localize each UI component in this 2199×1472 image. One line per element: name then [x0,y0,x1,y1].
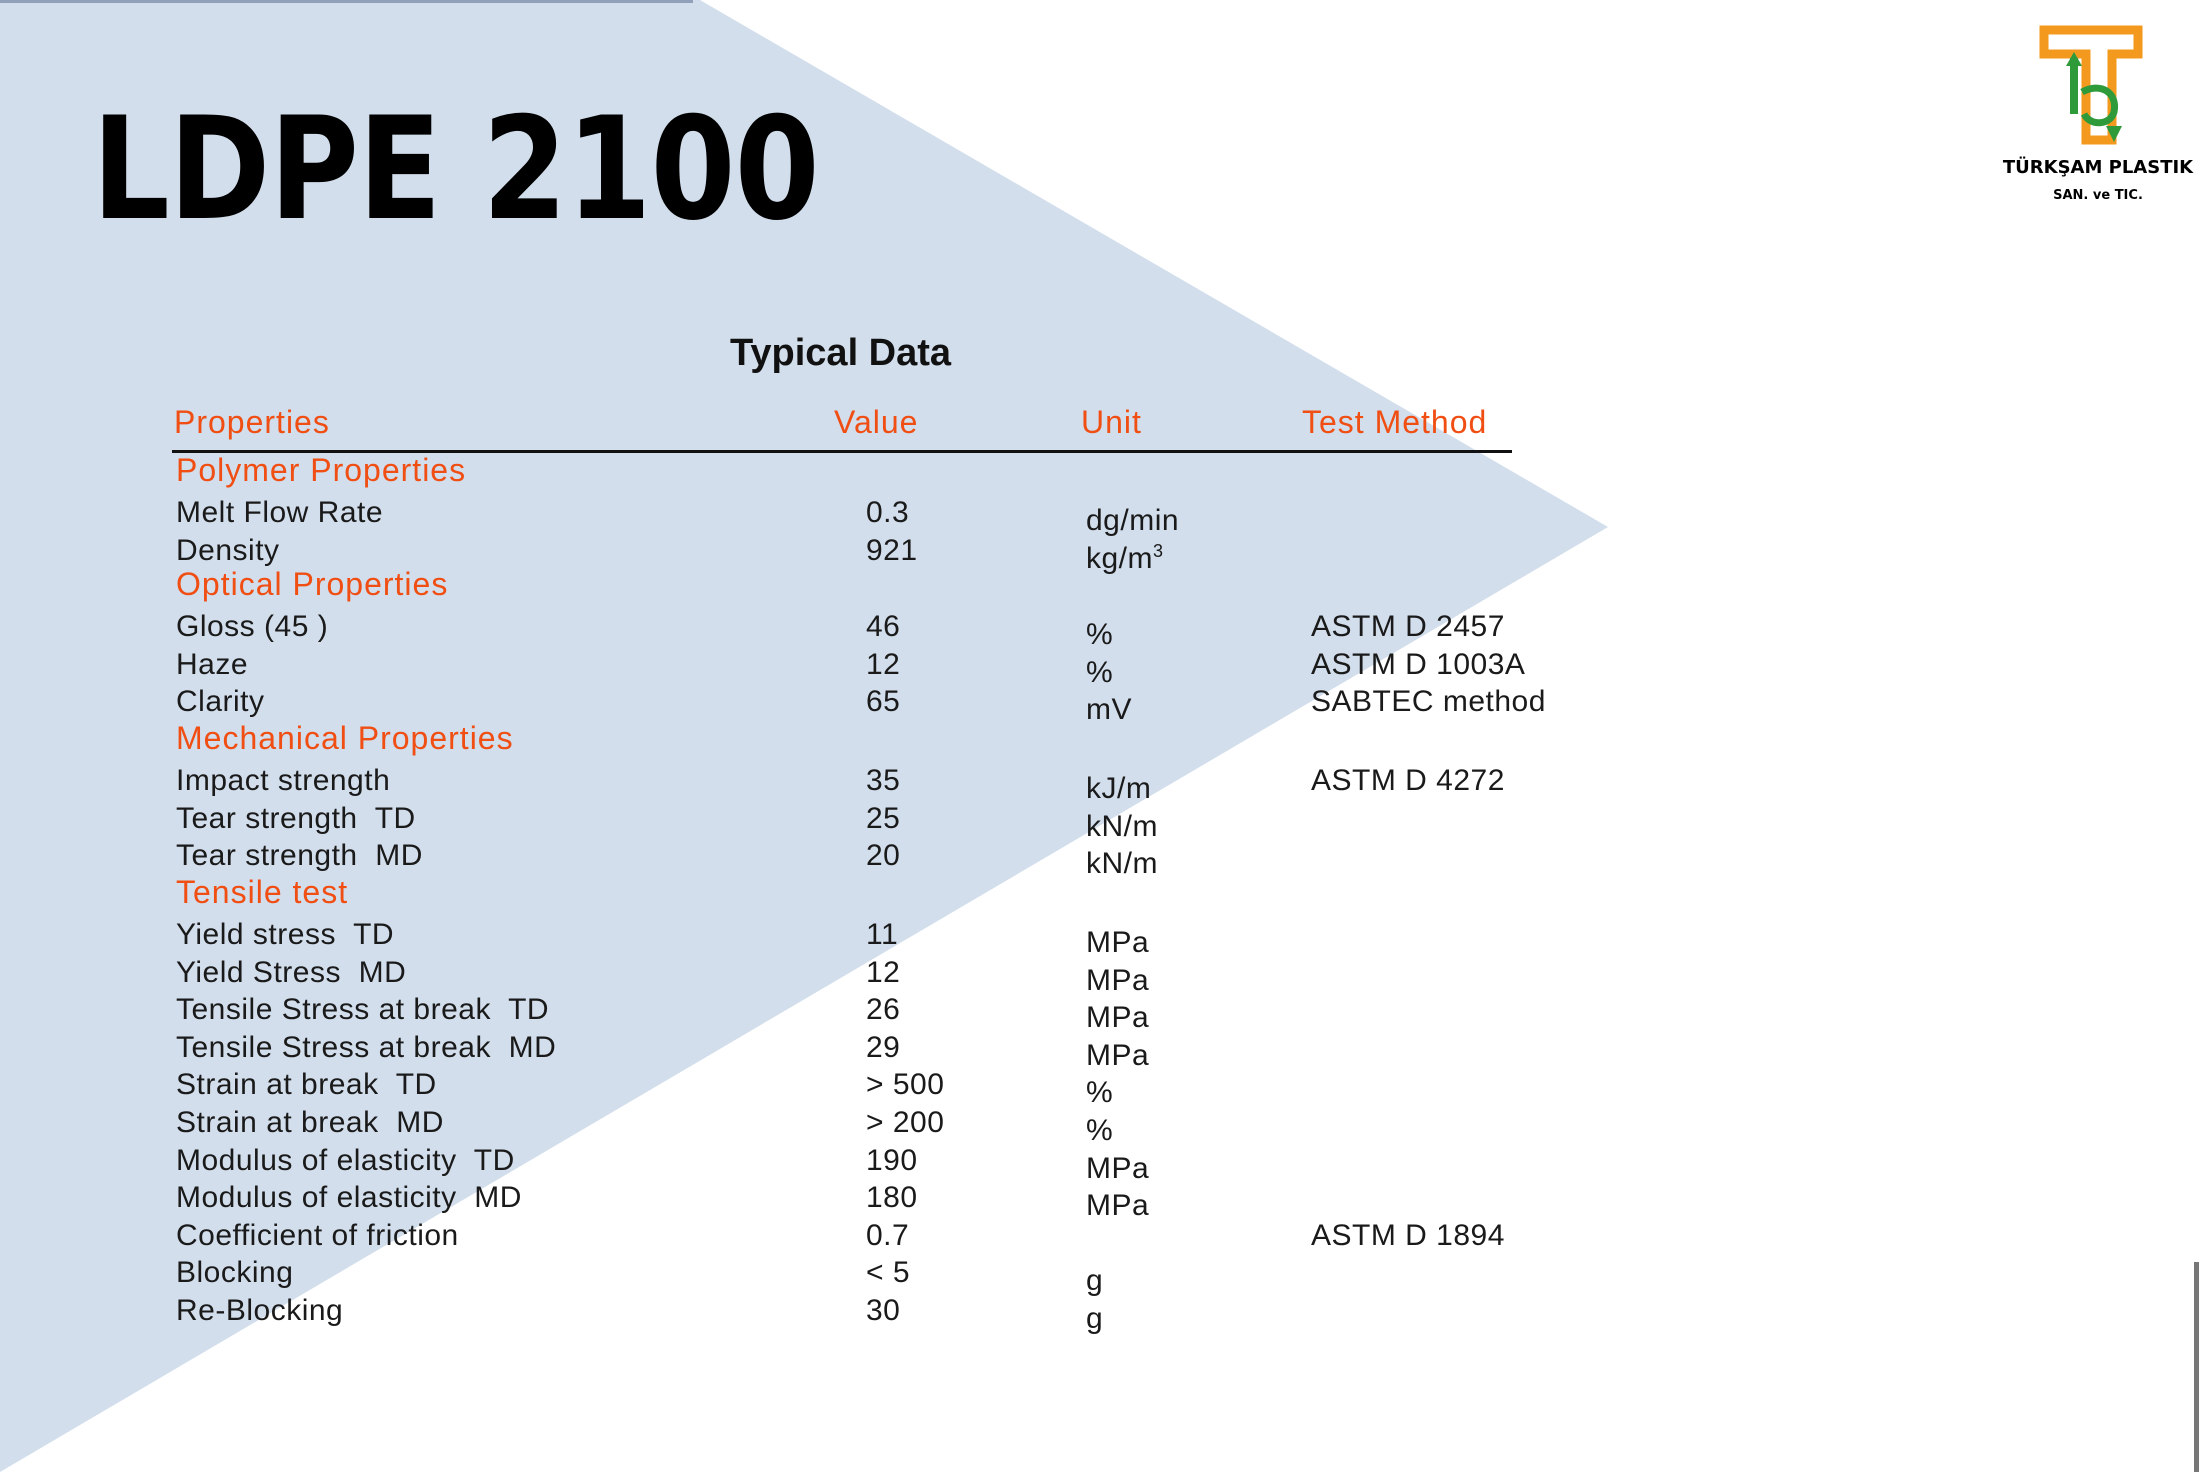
unit-superscript: 3 [1153,540,1164,561]
unit-cell [1086,533,1164,577]
property-cell: Melt Flow Rate [176,496,384,529]
unit-cell [1086,838,1158,882]
value-cell: > 500 [866,1068,945,1102]
table-row [176,838,1576,881]
table-row [176,763,1576,805]
unit-text: kJ/m [1086,772,1152,805]
property-cell: Blocking [176,1256,294,1290]
property-cell: Yield Stress MD [176,955,407,989]
unit-cell [1086,684,1132,728]
property-cell: Modulus of elasticity MD [176,1181,522,1215]
property-cell: Tensile Stress at break TD [176,993,550,1027]
table-row [176,1255,1576,1298]
table-row [176,533,1576,575]
logo-subtitle: SAN. ve TIC. [2053,188,2143,203]
value-cell: 180 [866,1181,918,1215]
unit-text: MPa [1086,926,1150,959]
table-row [176,1067,1576,1110]
method-cell: ASTM D 2457 [1311,610,1505,643]
turksam-logo-icon [2038,22,2158,148]
unit-text: % [1086,1076,1114,1110]
top-rule [0,0,693,3]
unit-text: % [1086,618,1114,651]
unit-cell [1086,1293,1103,1337]
method-cell: ASTM D 1894 [1311,1218,1505,1252]
table-row [176,1105,1576,1147]
unit-text: MPa [1086,1151,1150,1185]
table-header [172,404,1512,453]
value-cell: 11 [866,918,899,951]
unit-text: % [1086,1114,1114,1147]
company-logo [2000,22,2199,212]
table-row [176,1293,1576,1335]
method-cell: ASTM D 4272 [1311,764,1505,797]
unit-text: MPa [1086,1001,1150,1035]
unit-text: g [1086,1302,1104,1335]
property-cell: Tensile Stress at break MD [176,1030,557,1064]
property-cell: Strain at break TD [176,1068,437,1102]
edge-mark [2194,1262,2199,1472]
value-cell: 30 [866,1294,901,1327]
header-value: Value [834,404,919,440]
table-row [176,992,1576,1035]
section-heading: Polymer Properties [176,452,467,488]
unit-text: MPa [1086,1189,1150,1223]
method-cell: ASTM D 1003A [1311,647,1526,681]
value-cell: 0.3 [866,496,910,529]
table-row [176,684,1576,727]
header-test-method: Test Method [1302,404,1488,440]
table-row [176,917,1576,959]
value-cell: 26 [866,993,901,1027]
unit-text: g [1086,1264,1104,1298]
property-cell: Impact strength [176,764,391,797]
header-unit: Unit [1081,404,1142,440]
section-heading: Mechanical Properties [176,720,514,756]
property-cell: Haze [176,647,249,681]
header-properties: Properties [174,404,330,440]
unit-text: dg/min [1086,504,1180,537]
value-cell: 46 [866,610,901,643]
value-cell: 20 [866,839,901,873]
page-title: LDPE 2100 [92,87,819,252]
property-cell: Modulus of elasticity TD [176,1143,515,1177]
table-subtitle: Typical Data [730,332,952,374]
property-cell: Re-Blocking [176,1294,344,1327]
value-cell: < 5 [866,1256,911,1290]
unit-text: kN/m [1086,809,1158,843]
value-cell: 25 [866,801,901,835]
value-cell: 12 [866,955,901,989]
table-row [176,801,1576,843]
property-cell: Yield stress TD [176,918,395,951]
unit-text: mV [1086,693,1132,727]
property-cell: Clarity [176,685,265,719]
unit-text: MPa [1086,1038,1150,1072]
value-cell: 65 [866,685,901,719]
table-row [176,955,1576,997]
table-row [176,1180,1576,1223]
section-heading: Optical Properties [176,566,449,602]
unit-text: MPa [1086,963,1150,997]
table-row [176,1143,1576,1185]
property-cell: Gloss (45 ) [176,610,329,643]
property-cell: Tear strength TD [176,801,416,835]
property-cell: Coefficient of friction [176,1218,459,1252]
value-cell: 190 [866,1143,918,1177]
value-cell: 29 [866,1030,901,1064]
value-cell: 921 [866,533,918,567]
table-row [176,609,1576,651]
value-cell: > 200 [866,1106,945,1139]
property-cell: Tear strength MD [176,839,423,873]
logo-name: TÜRKŞAM PLASTIK [2002,157,2194,178]
property-cell: Density [176,533,280,567]
method-cell: SABTEC method [1311,685,1546,719]
value-cell: 0.7 [866,1218,910,1252]
table-row [176,1218,1576,1254]
property-cell: Strain at break MD [176,1106,444,1139]
value-cell: 12 [866,647,901,681]
unit-text: kN/m [1086,847,1158,881]
section-heading: Tensile test [176,874,349,910]
table-row [176,495,1576,537]
unit-text: kg/m [1086,541,1154,575]
value-cell: 35 [866,764,901,797]
table-row [176,647,1576,689]
unit-text: % [1086,655,1114,689]
table-row [176,1030,1576,1072]
